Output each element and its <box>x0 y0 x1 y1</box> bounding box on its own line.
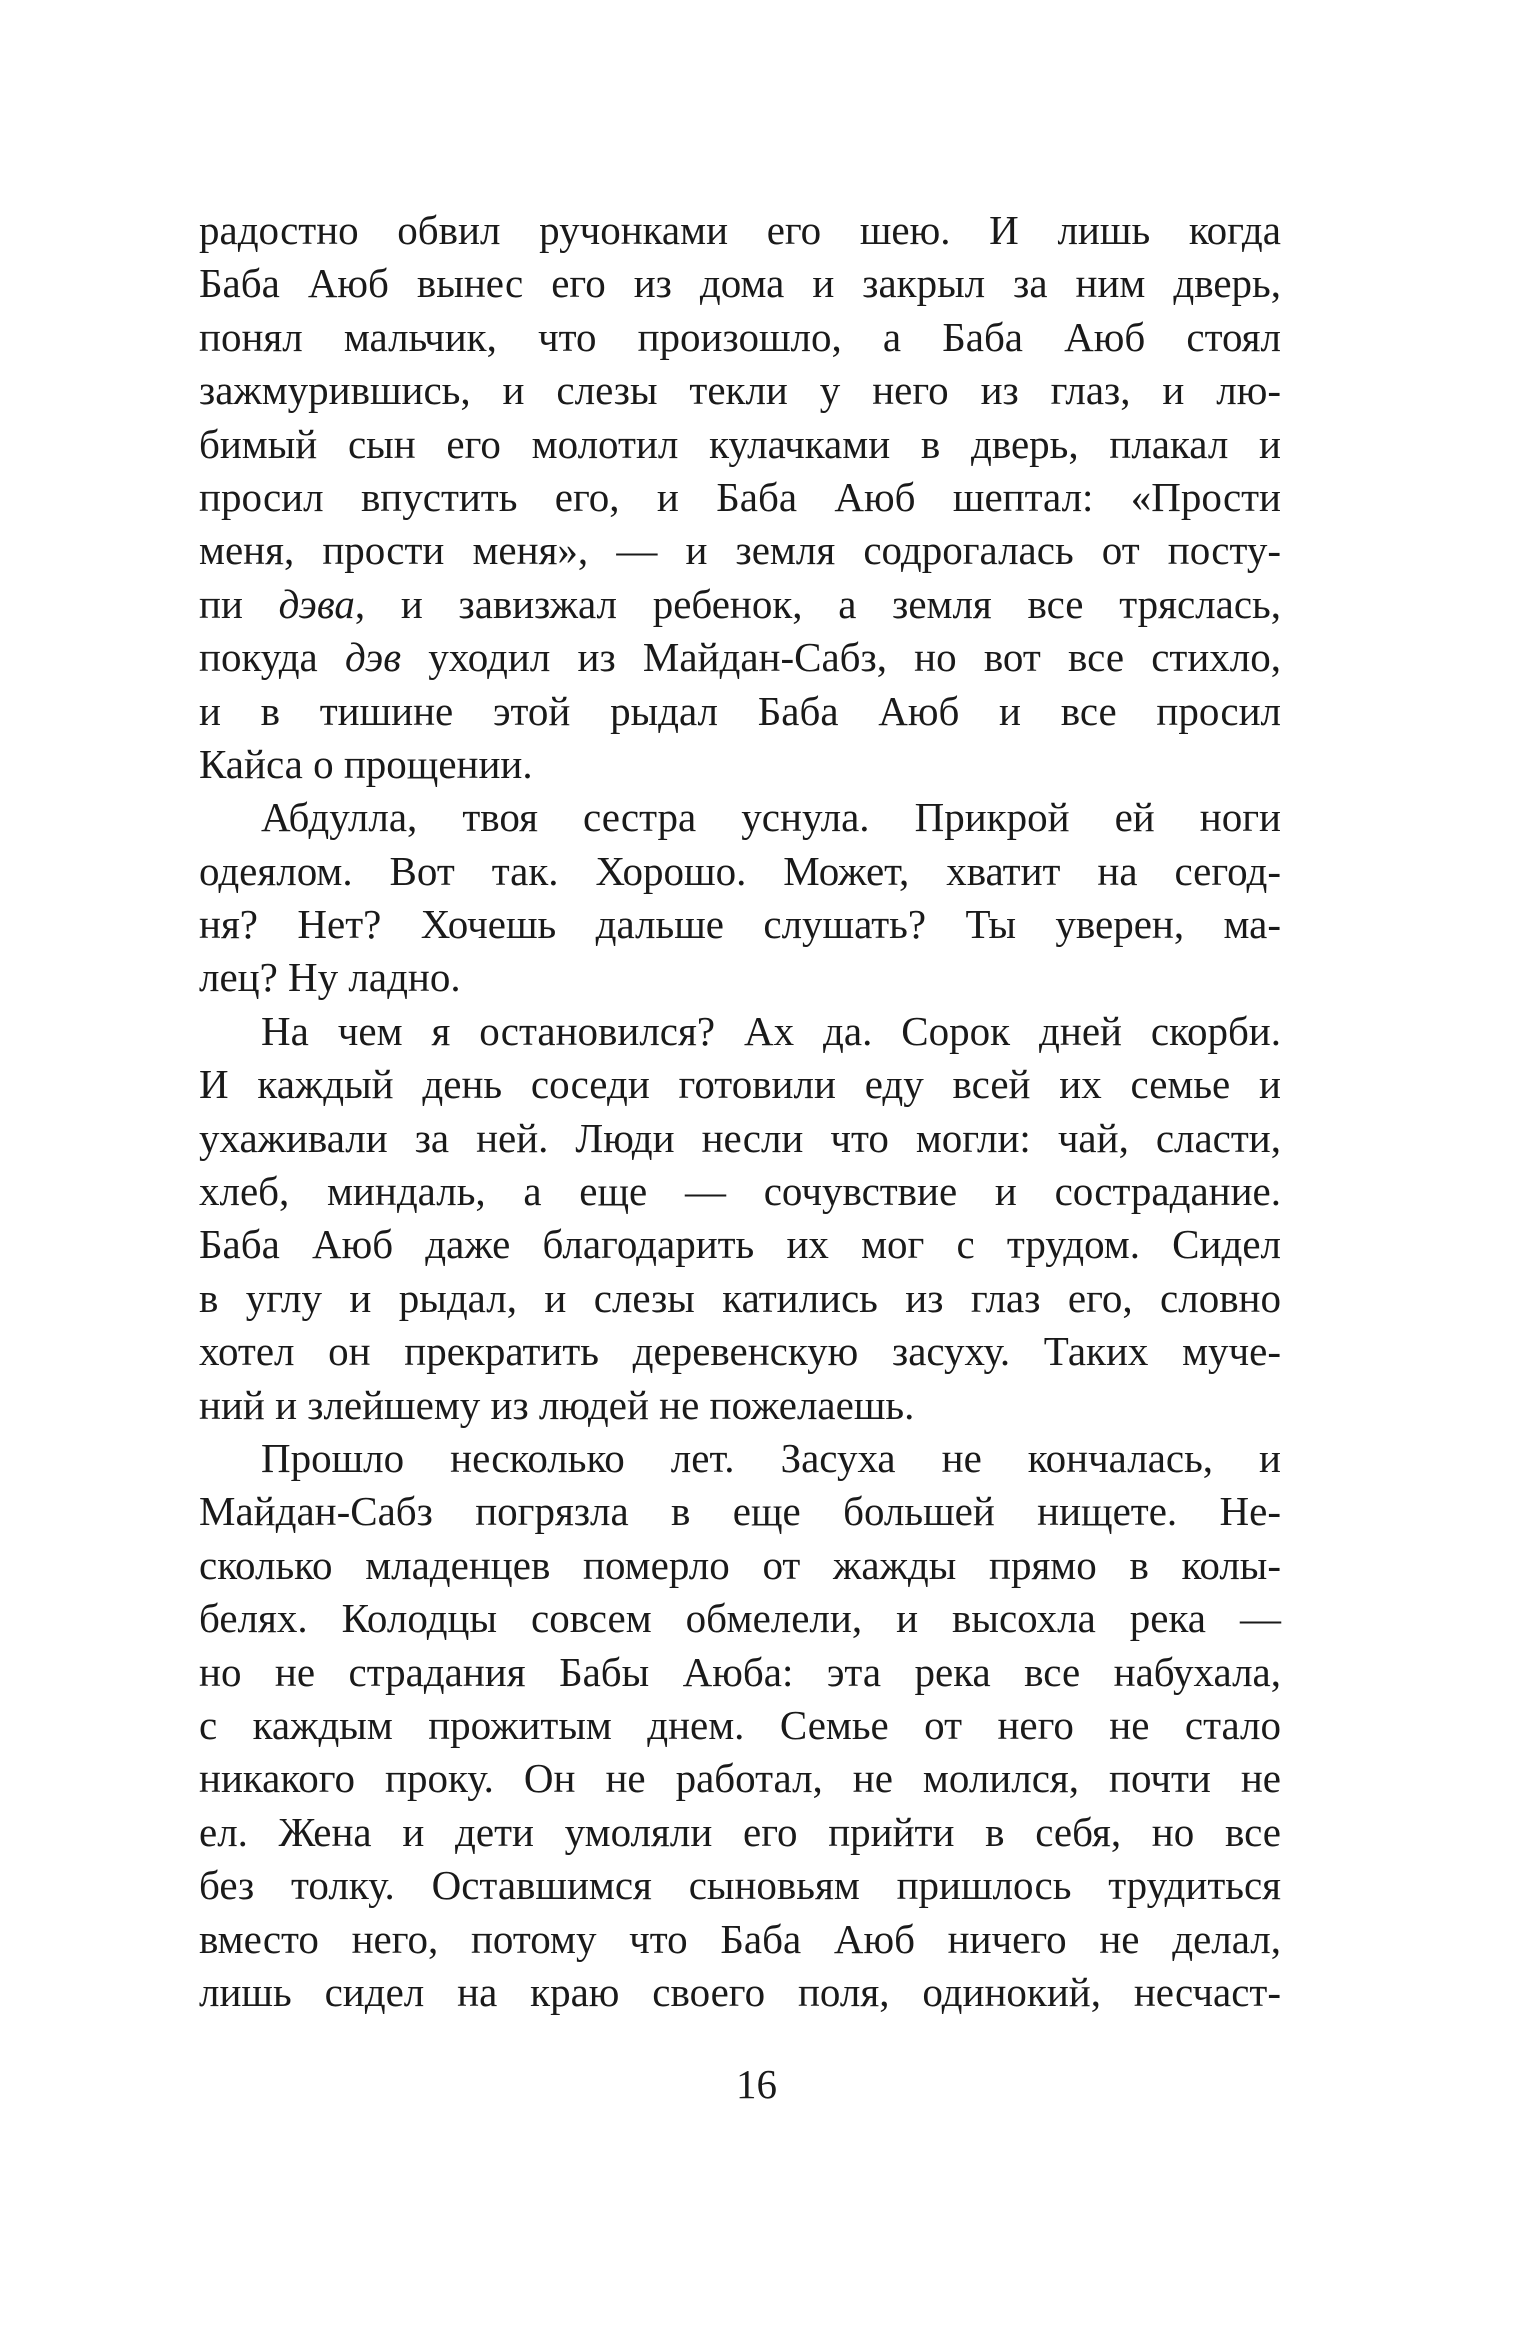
text-segment: лец? Ну ладно. <box>199 954 461 1001</box>
text-line <box>199 524 1281 577</box>
text-segment: ня? Нет? Хочешь дальше слушать? Ты уверен, ма- <box>199 901 1281 948</box>
text-segment: и в тишине этой рыдал Баба Аюб и все просил <box>199 687 1281 734</box>
text-line <box>199 631 1281 684</box>
text-line <box>199 1485 1281 1538</box>
text-line <box>199 364 1281 417</box>
text-segment: бимый сын его молотил кулачками в дверь, плакал и <box>199 420 1281 467</box>
text-segment: хлеб, миндаль, а еще — сочувствие и сострадание. <box>199 1168 1281 1215</box>
page-number: 16 <box>736 2061 777 2107</box>
text-line <box>199 311 1281 364</box>
text-segment: просил впустить его, и Баба Аюб шептал: «Прости <box>199 473 1281 520</box>
text-line <box>199 738 1281 791</box>
text-line <box>199 685 1281 738</box>
text-line <box>199 1379 1281 1432</box>
text-segment: одеялом. Вот так. Хорошо. Может, хватит на сегод- <box>199 847 1281 894</box>
text-line <box>199 1699 1281 1752</box>
text-segment: понял мальчик, что произошло, а Баба Аюб стоял <box>199 313 1281 360</box>
text-segment: зажмурившись, и слезы текли у него из глаз, и лю- <box>199 367 1281 414</box>
text-segment: , и завизжал ребенок, а земля все тряслась, <box>354 580 1281 627</box>
text-segment: Баба Аюб даже благодарить их мог с трудом. Сидел <box>199 1221 1281 1268</box>
text-line <box>199 1325 1281 1378</box>
text-line <box>199 257 1281 310</box>
text-line <box>199 1272 1281 1325</box>
text-segment: Кайса о прощении. <box>199 740 533 787</box>
text-line <box>199 1165 1281 1218</box>
text-line <box>199 418 1281 471</box>
text-segment: с каждым прожитым днем. Семье от него не стало <box>199 1701 1281 1748</box>
text-line <box>199 1913 1281 1966</box>
italic-word: дэв <box>344 634 402 681</box>
text-segment: меня, прости меня», — и земля содрогалась от посту- <box>199 527 1281 574</box>
text-line <box>199 1966 1281 2019</box>
text-segment: но не страдания Бабы Аюба: эта река все набухала, <box>199 1648 1281 1695</box>
paragraph <box>199 1005 1281 1432</box>
text-segment: Баба Аюб вынес его из дома и закрыл за ним дверь, <box>199 260 1281 307</box>
text-line <box>199 1218 1281 1271</box>
text-segment: Прошло несколько лет. Засуха не кончалась, и <box>261 1434 1281 1481</box>
text-segment: Абдулла, твоя сестра уснула. Прикрой ей ноги <box>261 794 1281 841</box>
text-segment: радостно обвил ручонками его шею. И лишь когда <box>199 207 1281 253</box>
text-segment: белях. Колодцы совсем обмелели, и высохла река — <box>199 1595 1281 1642</box>
text-segment: в углу и рыдал, и слезы катились из глаз его, словно <box>199 1274 1281 1321</box>
text-line <box>199 898 1281 951</box>
text-segment: ний и злейшему из людей не пожелаешь. <box>199 1381 915 1428</box>
text-line <box>199 1592 1281 1645</box>
text-line <box>199 1432 1281 1485</box>
text-segment: На чем я остановился? Ах да. Сорок дней скорби. <box>261 1007 1281 1054</box>
text-line <box>199 791 1281 844</box>
text-segment: покуда <box>199 634 345 681</box>
text-segment: никакого проку. Он не работал, не молился, почти не <box>199 1755 1281 1802</box>
text-line <box>199 1539 1281 1592</box>
text-line <box>199 1806 1281 1859</box>
italic-word: дэва <box>278 580 355 627</box>
text-line <box>199 951 1281 1004</box>
text-segment: хотел он прекратить деревенскую засуху. Таких муче- <box>199 1328 1281 1375</box>
text-line <box>199 204 1281 257</box>
text-line <box>199 1859 1281 1912</box>
text-segment: ухаживали за ней. Люди несли что могли: чай, сласти, <box>199 1114 1281 1161</box>
text-line <box>199 578 1281 631</box>
text-segment: сколько младенцев померло от жажды прямо в колы- <box>199 1541 1281 1588</box>
text-segment: пи <box>199 580 279 627</box>
paragraph <box>199 204 1281 791</box>
text-line <box>199 1005 1281 1058</box>
text-segment: уходил из Майдан-Сабз, но вот все стихло, <box>401 634 1281 681</box>
text-line <box>199 1058 1281 1111</box>
text-line <box>199 471 1281 524</box>
paragraph <box>199 1432 1281 2019</box>
text-line <box>199 1646 1281 1699</box>
text-segment: Майдан-Сабз погрязла в еще большей нищете. Не- <box>199 1488 1281 1535</box>
text-segment: без толку. Оставшимся сыновьям пришлось трудиться <box>199 1862 1281 1909</box>
paragraph <box>199 791 1281 1005</box>
text-line <box>199 1112 1281 1165</box>
text-line <box>199 845 1281 898</box>
text-segment: И каждый день соседи готовили еду всей их семье и <box>199 1061 1281 1108</box>
text-segment: вместо него, потому что Баба Аюб ничего не делал, <box>199 1915 1281 1962</box>
text-segment: ел. Жена и дети умоляли его прийти в себя, но все <box>199 1808 1281 1855</box>
body-text <box>199 204 1281 2019</box>
text-segment: лишь сидел на краю своего поля, одинокий, несчаст- <box>199 1968 1281 2015</box>
text-line <box>199 1752 1281 1805</box>
